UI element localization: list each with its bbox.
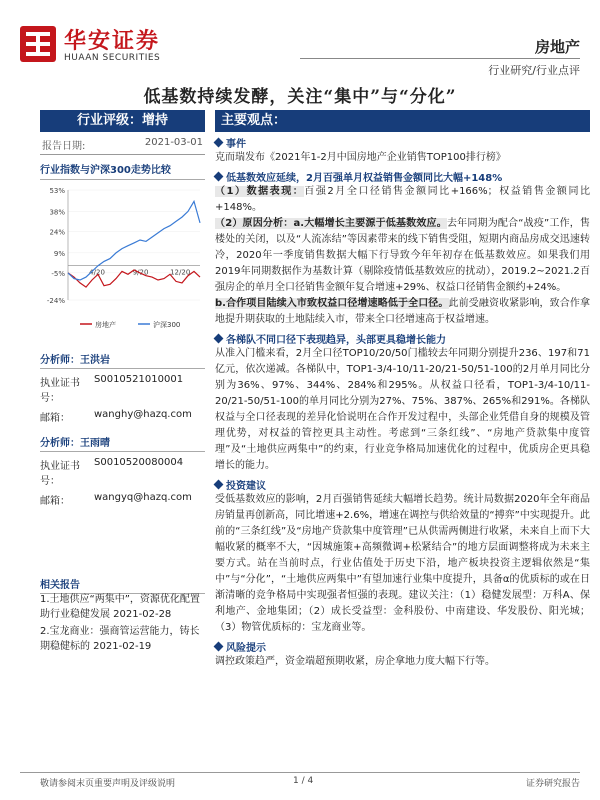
related-report-item[interactable]: 1.土地供应“两集中”，资源优化配置助行业稳健发展 2021-02-28 <box>40 594 200 620</box>
footer-report-label: 证券研究报告 <box>525 779 580 789</box>
report-date-row <box>40 135 205 155</box>
chart-y-tick-label: 53% <box>49 187 65 195</box>
index-chart-svg <box>40 182 205 337</box>
jv-projects-text: 此前受融资收紧影响，致合作拿地提升期获取的土地陆续入市，带来全口径增速高于权益增速。 <box>215 298 591 325</box>
chart-x-tick-label: 9/20 <box>132 268 149 277</box>
analyst2-mail-label: 邮箱： <box>40 496 70 507</box>
section-event-text: 克而瑞发布《2021年1-2月中国房地产企业销售TOP100排行榜》 <box>215 152 506 163</box>
jv-projects-label: b.合作项目陆续入市致权益口径增速略低于全口径。 <box>215 298 449 309</box>
section-risk-title: 风险提示 <box>226 643 266 654</box>
related-report-item[interactable]: 2.宝龙商业：强商管运营能力，铸长期稳健标的 2021-02-19 <box>40 626 200 652</box>
footer-divider <box>20 772 580 773</box>
section-base-effect-title: 低基数效应延续，2月百强单月权益销售金额同比大幅+148% <box>226 173 503 184</box>
section-investment-title: 投资建议 <box>226 481 266 492</box>
diamond-bullet-icon <box>214 172 224 182</box>
page-header <box>0 0 600 90</box>
cause-analysis-para <box>215 216 590 296</box>
jv-projects-para <box>215 296 590 328</box>
diamond-bullet-icon <box>214 480 224 490</box>
analyst2-name: 分析师：王雨晴 <box>40 432 205 452</box>
right-column <box>215 110 590 670</box>
cause-analysis-label: （2）原因分析：a.大幅增长主要源于低基数效应。 <box>215 218 447 229</box>
section-risk-text: 调控政策趋严，资金端超预期收紧，房企拿地力度大幅下行等。 <box>215 656 495 667</box>
section-event-title: 事件 <box>226 139 246 150</box>
left-column <box>40 110 205 507</box>
data-performance-label: （1）数据表现： <box>215 186 305 197</box>
chart-y-tick-label: 38% <box>49 208 65 217</box>
data-performance-para <box>215 184 590 216</box>
analyst1-cert: S0010521010001 <box>94 374 184 385</box>
section-tiers-title: 各梯队不同口径下表现趋异，头部更具稳增长能力 <box>226 335 446 346</box>
chart-y-tick-label: -5% <box>51 269 65 278</box>
analyst1-email[interactable]: wanghy@hazq.com <box>94 409 192 420</box>
chart-y-tick-label: 9% <box>53 249 65 258</box>
chart-y-tick-label: 24% <box>49 228 65 237</box>
diamond-bullet-icon <box>214 642 224 652</box>
analyst2-email[interactable]: wangyq@hazq.com <box>94 492 192 503</box>
analyst1-mail-label: 邮箱： <box>40 413 70 424</box>
section-tiers-text: 从准入门槛来看，2月全口径TOP10/20/50门槛较去年同期分别提升236、197和71亿元，依次递减。各梯队中，TOP1-3/4-10/11-20/21-50/51-100的2月单月同比分别为36%、97%、344%、284%和295%。从权益口径看，TOP1-3/4-10/11-20/21-50/51-100的单月同比分别为27%、75%、387%、265%和291%。各梯队权益与全口径表现的差异化恰说明在合作开发过程中，头部企业凭借自身的规模及管理优势，对权益的管控更具主动性。考虑到“三条红线”、“房地产贷款集中度管理”及“土地供应两集中”的约束，行业竞争格局加速优化的过程中，优质房企更具稳增长的能力。 <box>215 348 590 471</box>
analyst1-cert-label: 执业证书号： <box>40 378 80 404</box>
company-logo <box>20 24 160 63</box>
report-type: 行业研究/行业点评 <box>488 64 580 77</box>
diamond-bullet-icon <box>214 138 224 148</box>
chart-x-tick-label: 4/20 <box>89 268 105 277</box>
date-value: 2021-03-01 <box>144 137 203 148</box>
analyst1-name: 分析师：王洪岩 <box>40 349 205 369</box>
cause-analysis-text: 去年同期为配合“战疫”工作，售楼处的关闭，以及“人流冻结”等因素带来的线下销售受阻，短期内商品房成交迅速转冷，2020年一季度销售数据大幅下行导致今年年初存在低基数效应。如果我们用2019年同期数据作为基数计算（剔除疫情低基数效应的扰动），2019.2~2021.2百强房企的单月全口径销售金额年复合增速+29%、权益口径销售金额约+24%。 <box>215 218 590 293</box>
header-divider <box>300 58 580 59</box>
logo-en-text: HUAAN SECURITIES <box>64 53 161 63</box>
related-reports-list <box>40 592 205 656</box>
footer-disclaimer: 敬请参阅末页重要声明及评级说明 <box>40 779 176 789</box>
logo-mark-icon <box>20 26 56 62</box>
data-performance-text: 百强2月全口径销售金额同比+166%；权益销售金额同比+148%。 <box>215 186 590 213</box>
chart-title: 行业指数与沪深300走势比较 <box>40 161 205 180</box>
main-views-header: 主要观点： <box>215 110 590 132</box>
related-reports-title: 相关报告 <box>40 576 205 594</box>
chart-legend-label: 沪深300 <box>153 321 181 329</box>
report-title: 低基数持续发酵，关注“集中”与“分化” <box>143 87 457 107</box>
analyst2-cert-label: 执业证书号： <box>40 461 80 487</box>
date-label: 报告日期: <box>42 141 86 152</box>
chart-y-tick-label: -24% <box>46 297 65 305</box>
industry-rating: 行业评级：增持 <box>40 110 205 132</box>
section-investment-text: 受低基数效应的影响，2月百强销售延续大幅增长趋势。统计局数据2020年全年商品房销量再创新高，同比增速+2.6%，增速在调控与供给效量的“搏弈”中实现提升。此前的“三条红线”及“房地产贷款集中度管理”已从供需两侧进行收紧，未来自上而下大幅收紧的概率不大，“因城施策+高频微调+松紧结合”的地方层面调整将成为未来主要方式。站在当前时点，行业估值处于历史下沿，地产板块投资主逻辑依然是“集中”与“分化”，“土地供应两集中”有望加速行业集中度提升，具备α的优质标的或在日渐清晰的竞争格局中实现强者恒强的表现。建议关注：（1）稳健发展型：万科A、保利地产、金地集团；（2）成长受益型：金科股份、中南建设、华发股份、阳光城；（3）物管优质标的：宝龙商业等。 <box>215 494 590 633</box>
index-chart <box>40 182 205 341</box>
sector-label: 房地产 <box>534 38 580 56</box>
logo-cn-text: 华安证券 <box>64 28 161 54</box>
chart-x-tick-label: 12/20 <box>170 268 191 277</box>
analyst2-cert: S0010520080004 <box>94 457 184 468</box>
diamond-bullet-icon <box>214 334 224 344</box>
chart-legend-label: 房地产 <box>95 321 116 329</box>
footer-page-number: 1 / 4 <box>293 776 314 786</box>
